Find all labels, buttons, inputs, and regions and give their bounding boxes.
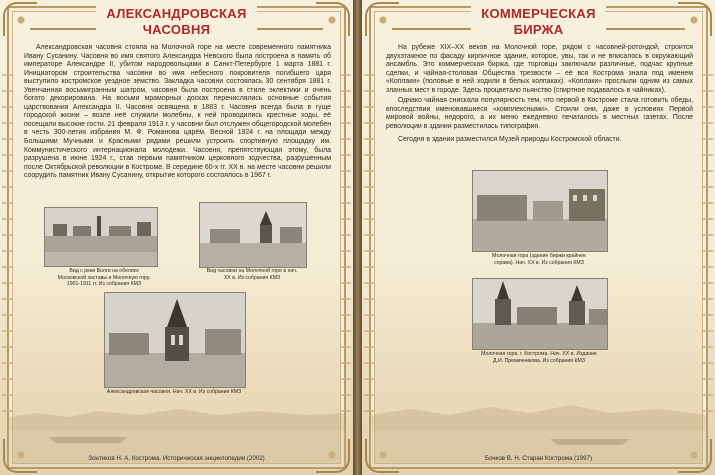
page-title [96, 6, 256, 38]
caption-molochnaya-exchange: Молочная гора (здание биржи крайнее справа). Нач. XX в. Из собрания КМЗ [492, 253, 586, 266]
right-page-exchange [362, 0, 715, 475]
title-line-1: КОММЕРЧЕСКАЯ [481, 6, 596, 21]
paragraph: На рубеже XIX–XX веков на Молочной горе, рядом с часовней-ротондой, строится двухэтажное по фасаду кирпичное здание, которое, увы, так и не вписалось в окружающий ансамбль. Это коммерческая биржа, где торговцы заключали различные, подчас крупные сделки, и чайная-столовая Общества трезвости – её вся Кострома знала под именем «Коплаки» (половые в ней ходили в белых колпаках). «Коплаки» прослыли одним из самых злачных мест в городе. Здесь процветало пьянство (спиртное подавалось в чайниках). [386, 44, 693, 94]
photo-alexander-chapel [104, 292, 246, 388]
title-line-2: ЧАСОВНЯ [142, 22, 211, 37]
title-line-2: БИРЖА [513, 22, 564, 37]
photo-volga-view [44, 207, 158, 267]
paragraph: Сегодня в здании разместился Музей природы Костромской области. [398, 136, 622, 144]
corner-ornament [3, 2, 37, 36]
source-reference: Бочков В. Н. Старая Кострома (1997) [484, 455, 593, 462]
caption-chapel-molochnaya: Вид часовни на Молочной горе в нач. XX в. Из собрания КМЗ [206, 268, 298, 281]
source-reference: Зонтиков Н. А. Кострома. Историческая энциклопедия (2002) [88, 455, 265, 462]
side-ornament [341, 60, 351, 415]
photo-molochnaya-premichnikov [472, 278, 608, 350]
left-body-text [24, 44, 331, 183]
caption-volga-view: Вид с реки Волги на обелиск Московской заставы и Молочную гору. 1901-1911 гг. Из собрания КМЗ [57, 268, 151, 288]
corner-ornament [316, 2, 350, 36]
photo-chapel-molochnaya [199, 202, 307, 268]
photo-molochnaya-exchange [472, 170, 608, 252]
side-ornament [2, 60, 12, 415]
right-body-text [386, 44, 693, 147]
right-title-block [432, 6, 645, 44]
paragraph: Однако чайная снискала популярность тем, что первой в Костроме стала готовить обеды, впоследствии именовавшиеся «комплексными». Стоили они, даже в условиях Первой мировой войны, недорого, а их меню ежедневно печаталось в местных газетах. После революции в здании разместилась типография. [386, 97, 693, 130]
page-gutter [353, 0, 362, 475]
page-title [471, 6, 606, 38]
title-line-1: АЛЕКСАНДРОВСКАЯ [106, 6, 247, 21]
left-title-block [70, 6, 283, 44]
left-page-chapel [0, 0, 353, 475]
caption-molochnaya-premichnikov: Молочная гора. г. Кострома. Нач. XX в. Издание Д.И. Премичникова. Из собрания КМЗ [481, 351, 597, 364]
paragraph: Александровская часовня стояла на Молочной горе на месте современного памятника Ивану Сусанину. Часовня во имя святого Александра Невского была построена в память об императоре Александре II, убитом народовольцами в Санкт-Петербурге 1 марта 1881 г. Инициатором строительства часовни во имя небесного покровителя погибшего царя выступило костромское уездное земство. Закладка часовни состоялась 30 сентября 1881 г. Увенчанная восьмигранным шатром, часовня была построена в стиле эклектики и очень богато декорирована. На восьми мраморных досках перечислялись основные события царствования Александра II. Часовня освящена в 1883 г. Часовня всегда была в гуще городской жизни – возле неё служили молебны, к ней проводились крестные ходы, её посещали высокие гости. 21 февраля 1913 г. у часовни был отслужен общегородской молебен в честь 300-летия избрания М. Ф. Романова царём. Весной 1924 г. на площади между Большими Мучными и Красными рядами решили устроить спортивную площадку им. Коммунистического интернационала молодежи. Часовня, препятствующая этому, была разрушена в июне 1924 г., став первым памятником церковного зодчества, разрушенным после Октябрьской революции в Костроме. В середине 60-х гг. XX в. на месте часовни решили соорудить памятник Ивану Сусанину, открытие которого состоялось в 1967 г. [24, 44, 331, 180]
side-ornament [364, 60, 374, 415]
caption-alexander-chapel: Александровская часовня. Нач. XX в. Из собрания КМЗ [106, 389, 242, 395]
corner-ornament [678, 2, 712, 36]
corner-ornament [365, 2, 399, 36]
side-ornament [703, 60, 713, 415]
